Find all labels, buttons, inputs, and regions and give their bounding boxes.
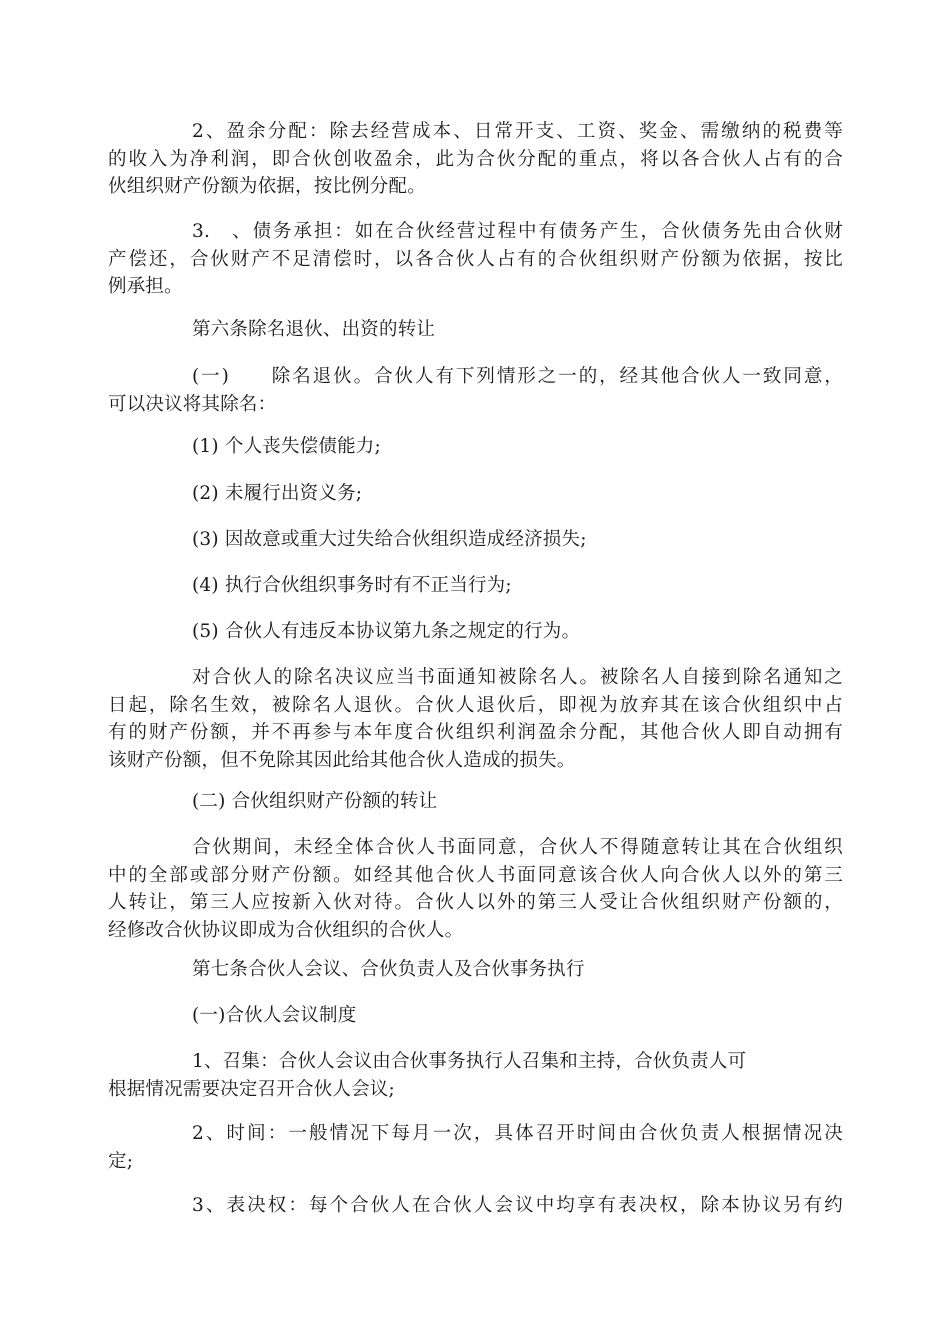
text-line: 定; (108, 1150, 134, 1172)
text-line: 第六条除名退伙、出资的转让 (192, 319, 436, 340)
paragraph-meeting-time (108, 1120, 843, 1175)
list-item (108, 433, 843, 461)
text-line: (2) 未履行出资义务; (192, 483, 363, 504)
text-line: 人转让，第三人应按新入伙对待。合伙人以外的第三人受让合伙组织财产份额的， (108, 892, 843, 913)
text-line: 伙组织财产份额为依据，按比例分配。 (108, 176, 426, 197)
paragraph-share-transfer (108, 834, 843, 944)
text-line: (一) 除名退伙。合伙人有下列情形之一的，经其他合伙人一致同意， (192, 366, 843, 387)
text-line: 例承担。 (108, 276, 183, 297)
section-transfer-heading (108, 788, 843, 816)
text-line: 中的全部或部分财产份额。如经其他合伙人书面同意该合伙人向合伙人以外的第三 (108, 864, 843, 886)
text-line: (4) 执行合伙组织事务时有不正当行为; (192, 575, 512, 596)
text-line: (1) 个人丧失偿债能力; (192, 436, 381, 457)
text-line: 第七条合伙人会议、合伙负责人及合伙事务执行 (192, 959, 585, 980)
text-line: 3、表决权：每个合伙人在合伙人会议中均享有表决权，除本协议另有约 (192, 1195, 843, 1216)
text-line: 1、召集：合伙人会议由合伙事务执行人召集和主持，合伙负责人可 (192, 1051, 747, 1072)
text-line: 3. 、债务承担：如在合伙经营过程中有债务产生，合伙债务先由合伙财 (192, 221, 843, 242)
text-line: 经修改合伙协议即成为合伙组织的合伙人。 (108, 919, 464, 941)
text-line: 合伙期间，未经全体合伙人书面同意，合伙人不得随意转让其在合伙组织 (192, 837, 843, 858)
paragraph-voting-rights (108, 1192, 843, 1220)
section-meeting-system-heading (108, 1002, 843, 1030)
paragraph-expulsion (108, 363, 843, 418)
text-line: 的收入为净利润，即合伙创收盈余，此为合伙分配的重点，将以各合伙人占有的合 (108, 148, 843, 170)
text-line: 日起，除名生效，被除名人退伙。合伙人退伙后，即视为放弃其在该合伙组织中占 (108, 694, 843, 716)
text-line: 该财产份额，但不免除其因此给其他合伙人造成的损失。 (108, 749, 576, 771)
article-six-heading (108, 316, 843, 344)
text-line: 可以决议将其除名： (108, 393, 277, 415)
text-line: 产偿还，合伙财产不足清偿时，以各合伙人占有的合伙组织财产份额为依据，按比 (108, 248, 843, 270)
text-line: (二) 合伙组织财产份额的转让 (192, 791, 438, 812)
list-item (108, 572, 843, 600)
text-line: (3) 因故意或重大过失给合伙组织造成经济损失; (192, 529, 587, 550)
paragraph-profit-distribution (108, 118, 843, 201)
paragraph-expulsion-notice (108, 664, 843, 774)
paragraph-convening (108, 1048, 843, 1103)
text-line: (5) 合伙人有违反本协议第九条之规定的行为。 (192, 621, 581, 642)
list-item (108, 618, 843, 646)
text-line: 根据情况需要决定召开合伙人会议; (108, 1078, 395, 1100)
list-item (108, 526, 843, 554)
text-line: 2、时间：一般情况下每月一次，具体召开时间由合伙负责人根据情况决 (192, 1123, 843, 1144)
list-item (108, 480, 843, 508)
text-line: (一)合伙人会议制度 (192, 1005, 357, 1026)
article-seven-heading (108, 956, 843, 984)
text-line: 2、盈余分配：除去经营成本、日常开支、工资、奖金、需缴纳的税费等 (192, 121, 843, 142)
paragraph-debt-bearing (108, 218, 843, 301)
text-line: 对合伙人的除名决议应当书面通知被除名人。被除名人自接到除名通知之 (192, 667, 843, 688)
text-line: 有的财产份额，并不再参与本年度合伙组织利润盈余分配，其他合伙人即自动拥有 (108, 722, 843, 743)
